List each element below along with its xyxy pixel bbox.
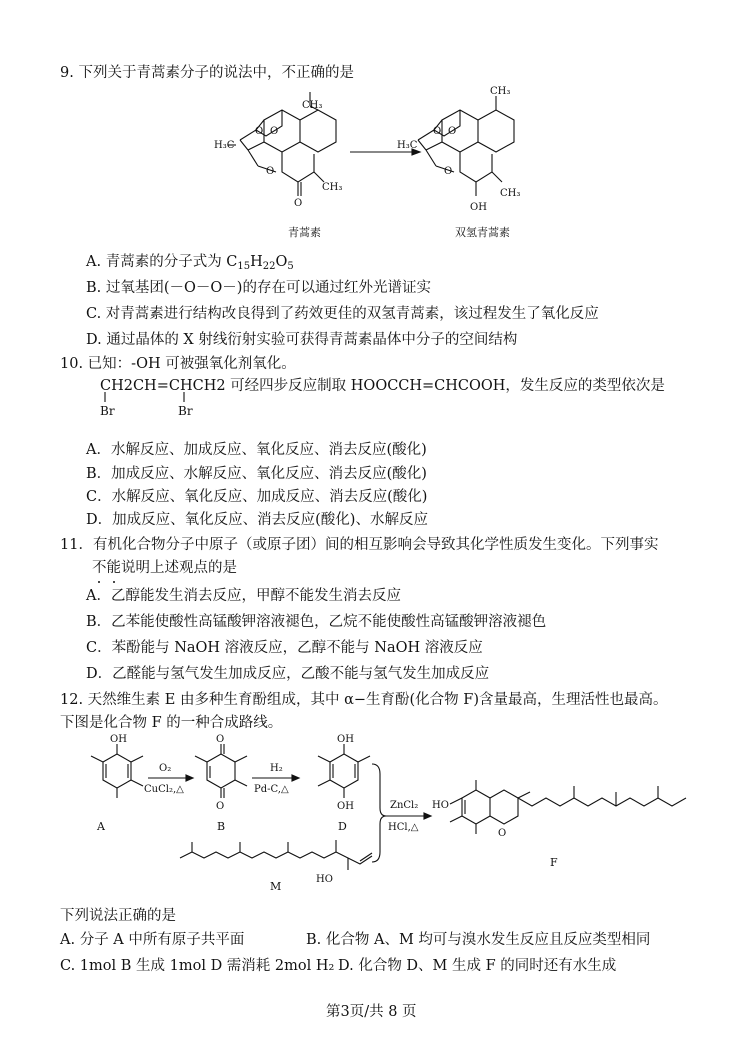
svg-text:A: A <box>97 820 105 833</box>
q9-option-d: D. 通过晶体的 X 射线衍射实验可获得青蒿素晶体中分子的空间结构 <box>86 332 518 348</box>
q10-stem: 10. 已知：-OH 可被强氧化剂氧化。 <box>60 356 296 372</box>
q10-br-2: Br <box>178 404 193 418</box>
q10-option-b: B．加成反应、水解反应、氧化反应、消去反应(酸化) <box>86 466 427 482</box>
svg-text:B: B <box>217 820 226 833</box>
svg-text:HCl,△: HCl,△ <box>388 822 419 833</box>
svg-text:CH₃: CH₃ <box>322 182 343 193</box>
svg-text:CH₃: CH₃ <box>490 86 511 97</box>
q11-option-b: B．乙苯能使酸性高锰酸钾溶液褪色，乙烷不能使酸性高锰酸钾溶液褪色 <box>86 614 547 630</box>
svg-text:F: F <box>550 856 558 869</box>
q10-br-1: Br <box>100 404 115 418</box>
q11-option-c: C．苯酚能与 NaOH 溶液反应，乙醇不能与 NaOH 溶液反应 <box>86 640 483 656</box>
q12-option-b: B. 化合物 A、M 均可与溴水发生反应且反应类型相同 <box>306 932 651 948</box>
q12-option-d: D. 化合物 D、M 生成 F 的同时还有水生成 <box>338 958 617 974</box>
q12-stem-line1: 12. 天然维生素 E 由多种生育酚组成，其中 α−生育酚(化合物 F)含量最高，生理活性也最高。 <box>60 692 668 708</box>
compound-a <box>91 734 143 833</box>
svg-text:H₃C: H₃C <box>397 140 418 151</box>
svg-text:O: O <box>266 166 275 177</box>
svg-text:O₂: O₂ <box>159 763 172 774</box>
q10-formula: CH2CH=CHCH2 <box>100 378 226 394</box>
svg-text:OH: OH <box>337 734 354 745</box>
svg-text:CuCl₂,△: CuCl₂,△ <box>144 784 184 795</box>
q10-option-c: C．水解反应、氧化反应、加成反应、消去反应(酸化) <box>86 489 428 505</box>
q10-formula-line: CH2CH=CHCH2 可经四步反应制取 HOOCCH=CHCOOH，发生反应的类型依次是 <box>100 378 665 394</box>
svg-text:CH₃: CH₃ <box>500 188 521 199</box>
h3c-label: H₃C <box>214 140 235 151</box>
q12-option-a: A. 分子 A 中所有原子共平面 <box>60 932 245 948</box>
q12-question: 下列说法正确的是 <box>60 908 176 924</box>
svg-text:Pd-C,△: Pd-C,△ <box>254 784 289 795</box>
svg-text:M: M <box>270 880 282 893</box>
q12-stem-line2: 下图是化合物 F 的一种合成路线。 <box>60 715 283 731</box>
svg-text:D: D <box>338 820 347 833</box>
mol2-label: 双氢青蒿素 <box>455 226 510 239</box>
o-label: O <box>255 126 264 137</box>
svg-text:ZnCl₂: ZnCl₂ <box>390 800 419 811</box>
q12-option-c: C. 1mol B 生成 1mol D 需消耗 2mol H₂ <box>60 958 335 974</box>
q9-option-b: B. 过氧基团(－O－O－)的存在可以通过红外光谱证实 <box>86 280 431 296</box>
svg-text:O: O <box>216 734 225 745</box>
svg-text:HO: HO <box>432 800 449 811</box>
q11-stem-line1: 11．有机化合物分子中原子（或原子团）间的相互影响会导致其化学性质发生变化。下列事实 <box>60 537 659 553</box>
q11-option-a: A．乙醇能发生消去反应，甲醇不能发生消去反应 <box>86 588 401 604</box>
q9-option-a: A. 青蒿素的分子式为 $C_{15}H_{22}O_5$ <box>86 254 294 272</box>
svg-text:CH₃: CH₃ <box>302 100 323 111</box>
svg-text:OH: OH <box>337 801 354 812</box>
q11-stem-line2: 不能说明上述观点的是 <box>92 560 237 576</box>
svg-text:O: O <box>294 198 303 209</box>
svg-text:HO: HO <box>316 874 333 885</box>
q10-option-a: A．水解反应、加成反应、氧化反应、消去反应(酸化) <box>86 442 427 458</box>
compound-m <box>180 840 372 893</box>
svg-text:O: O <box>444 166 453 177</box>
q11-option-d: D．乙醛能与氢气发生加成反应，乙酸不能与氢气发生加成反应 <box>86 666 490 682</box>
svg-text:OH: OH <box>110 734 127 745</box>
svg-text:OH: OH <box>470 202 487 213</box>
svg-text:O: O <box>448 126 457 137</box>
page-footer: 第3页/共 8 页 <box>326 1004 417 1020</box>
mol1-label: 青蒿素 <box>288 226 321 239</box>
compound-d <box>318 734 370 833</box>
compound-b <box>195 734 247 833</box>
svg-text:O: O <box>216 801 225 812</box>
svg-text:O: O <box>270 126 279 137</box>
svg-text:H₂: H₂ <box>270 763 283 774</box>
q10-option-d: D．加成反应、氧化反应、消去反应(酸化)、水解反应 <box>86 512 428 528</box>
q9-option-c: C. 对青蒿素进行结构改良得到了药效更佳的双氢青蒿素，该过程发生了氧化反应 <box>86 306 599 322</box>
svg-text:O: O <box>433 126 442 137</box>
svg-text:O: O <box>498 828 507 839</box>
q9-stem: 9. 下列关于青蒿素分子的说法中，不正确的是 <box>60 65 354 81</box>
compound-f <box>432 780 686 869</box>
